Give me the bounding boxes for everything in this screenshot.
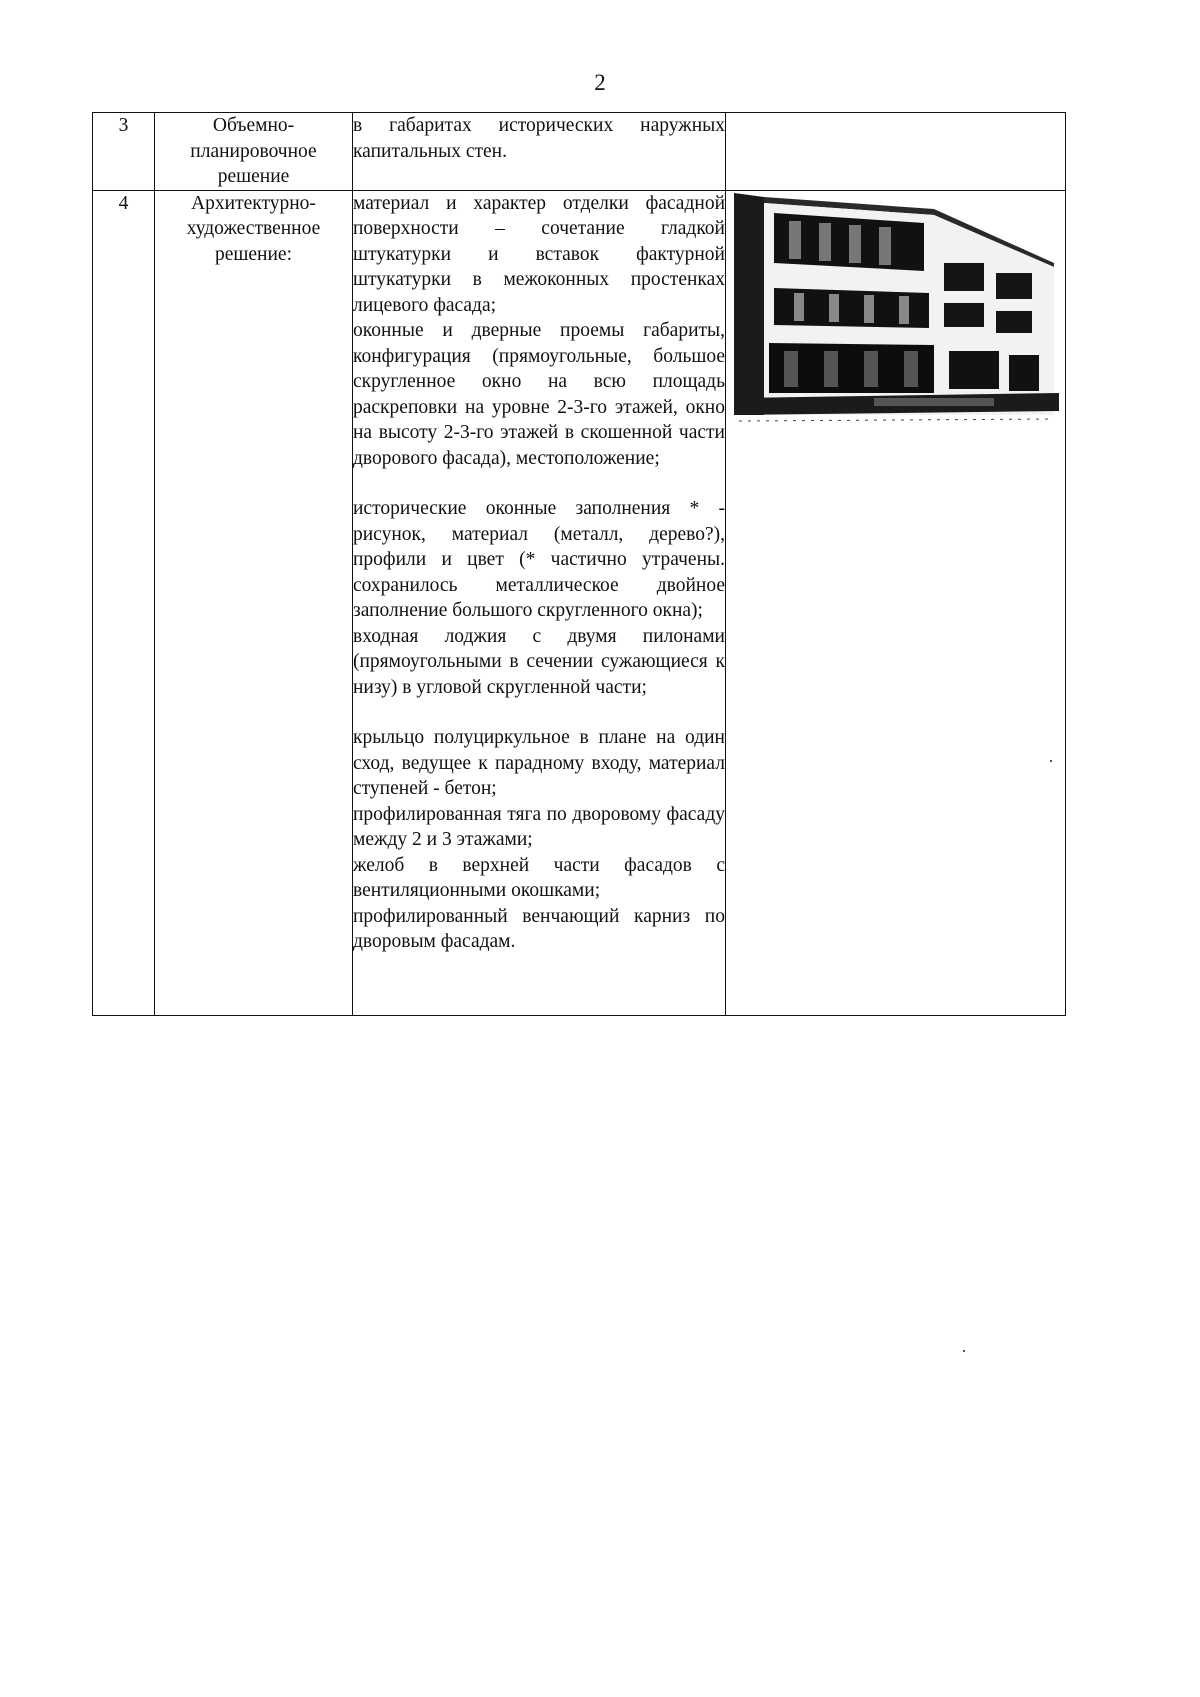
element-name: Объемно-планировочное решение xyxy=(155,113,353,191)
scan-speck xyxy=(963,1350,965,1352)
row-number: 4 xyxy=(93,190,155,1015)
heritage-spec-table xyxy=(92,112,1066,1016)
description-paragraph: желоб в верхней части фасадов с вентиляционными окошками; xyxy=(353,854,725,901)
element-description xyxy=(353,113,726,191)
description-paragraph: материал и характер отделки фасадной поверхности – сочетание гладкой штукатурки и вставок фактурной штукатурки в межоконных простенках лицевого фасада; xyxy=(353,192,725,316)
description-paragraph: оконные и дверные проемы габариты, конфигурация (прямоугольные, большое скругленное окно на всю площадь раскреповки на уровне 2-3-го этажей, окно на высоту 2-3-го этажей в скошенной части дворового фасада), местоположение; xyxy=(353,320,725,469)
description-paragraph: входная лоджия с двумя пилонами (прямоугольными в сечении сужающиеся к низу) в угловой скругленной части; xyxy=(353,625,725,698)
description-paragraph: профилированная тяга по дворовому фасаду между 2 и 3 этажами; xyxy=(353,803,725,850)
photo-cell xyxy=(726,190,1066,1015)
description-paragraph: профилированный венчающий карниз по дворовым фасадам. xyxy=(353,905,725,952)
table-row xyxy=(93,113,1066,191)
page-number: 2 xyxy=(594,70,606,95)
element-description xyxy=(353,190,726,1015)
paragraph-gap xyxy=(353,700,725,725)
building-facade-photo xyxy=(734,193,1059,433)
element-name: Архитектурно-художественное решение: xyxy=(155,190,353,1015)
paragraph-gap xyxy=(353,471,725,496)
description-paragraph: крыльцо полуциркульное в плане на один сход, ведущее к парадному входу, материал ступеней - бетон; xyxy=(353,727,725,799)
row-number: 3 xyxy=(93,113,155,191)
description-paragraph: исторические оконные заполнения * - рисунок, материал (металл, дерево?), профили и цвет (* частично утрачены. сохранилось металлическое двойное заполнение большого скругленного окна); xyxy=(353,498,725,621)
photo-cell xyxy=(726,113,1066,191)
table-row xyxy=(93,190,1066,1015)
description-paragraph: в габаритах исторических наружных капитальных стен. xyxy=(353,115,725,162)
scan-speck xyxy=(1050,760,1052,762)
